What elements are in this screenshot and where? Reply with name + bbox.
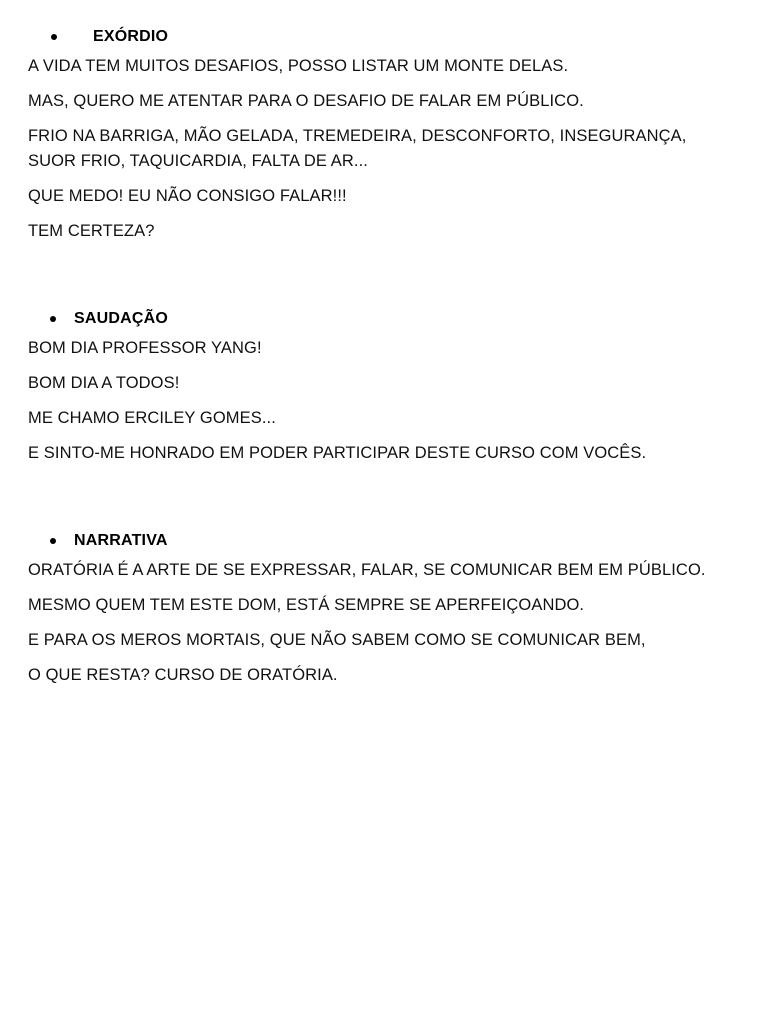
paragraph: O QUE RESTA? CURSO DE ORATÓRIA. [28,666,338,684]
section-heading: SAUDAÇÃO [74,310,169,327]
section-saudacao [28,308,748,476]
paragraph: MAS, QUERO ME ATENTAR PARA O DESAFIO DE FALAR EM PÚBLICO. [28,92,584,110]
paragraph: ME CHAMO ERCILEY GOMES... [28,409,276,427]
paragraph: BOM DIA A TODOS! [28,374,180,392]
section-exordio [28,26,748,254]
bullet-heading-row [28,530,748,554]
paragraph: E PARA OS MEROS MORTAIS, QUE NÃO SABEM COMO SE COMUNICAR BEM, [28,631,646,649]
section-narrativa [28,530,748,698]
bullet-heading-row [28,26,748,50]
paragraph: A VIDA TEM MUITOS DESAFIOS, POSSO LISTAR UM MONTE DELAS. [28,57,569,75]
paragraph: TEM CERTEZA? [28,222,155,240]
paragraph: ORATÓRIA É A ARTE DE SE EXPRESSAR, FALAR, SE COMUNICAR BEM EM PÚBLICO. [28,561,706,579]
paragraph: E SINTO-ME HONRADO EM PODER PARTICIPAR DESTE CURSO COM VOCÊS. [28,444,647,462]
bullet-heading-row [28,308,748,332]
section-heading: NARRATIVA [74,532,168,549]
bullet-icon [51,34,57,40]
paragraph: BOM DIA PROFESSOR YANG! [28,339,262,357]
paragraph: QUE MEDO! EU NÃO CONSIGO FALAR!!! [28,187,347,205]
paragraph: MESMO QUEM TEM ESTE DOM, ESTÁ SEMPRE SE APERFEIÇOANDO. [28,596,585,614]
section-heading: EXÓRDIO [93,28,169,45]
bullet-icon [50,538,56,544]
bullet-icon [50,316,56,322]
paragraph: FRIO NA BARRIGA, MÃO GELADA, TREMEDEIRA, DESCONFORTO, INSEGURANÇA, SUOR FRIO, TAQUICARDIA, FALTA DE AR... [28,127,687,170]
